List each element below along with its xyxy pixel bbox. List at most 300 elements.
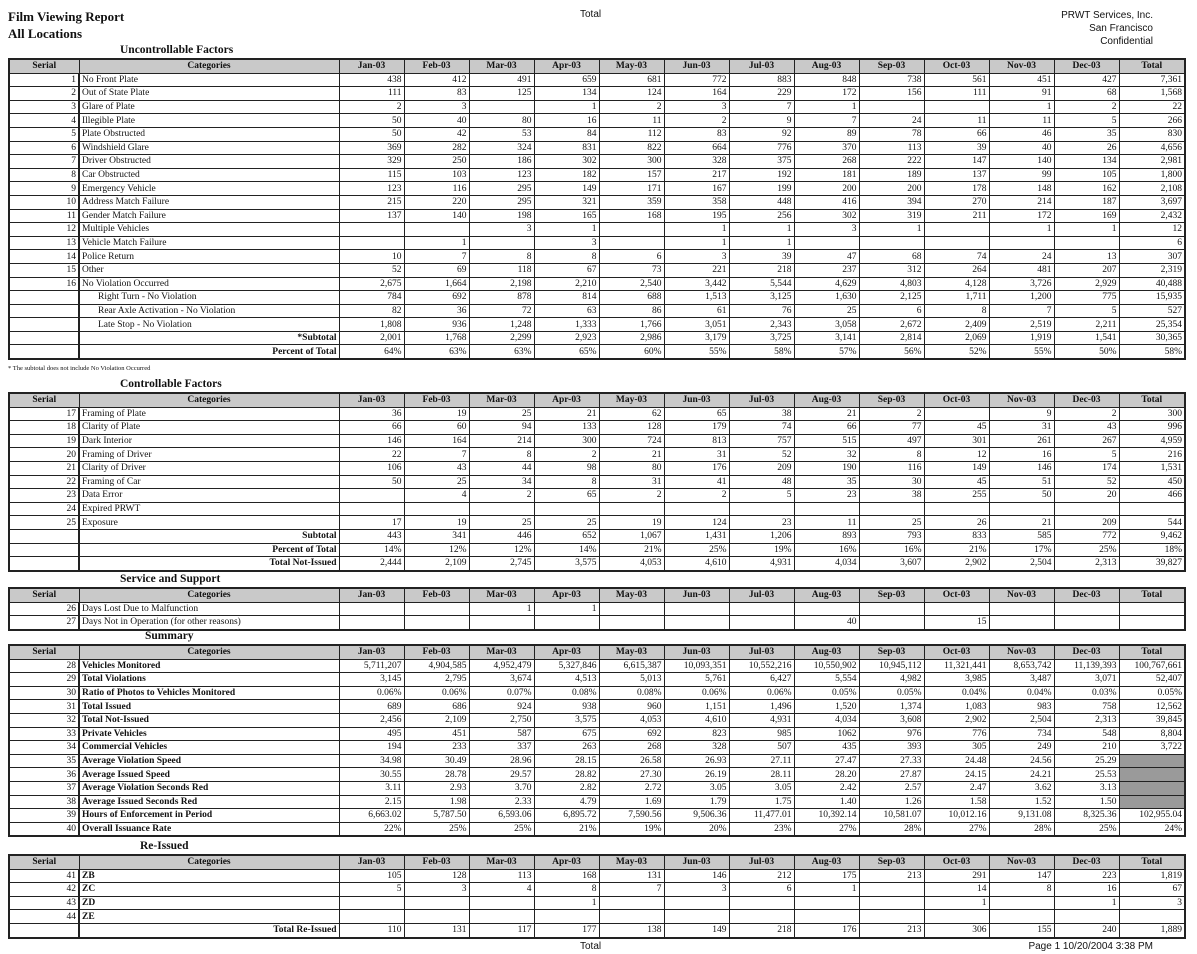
- column-header-may-03: May-03: [599, 588, 664, 602]
- value-cell: 1,919: [989, 331, 1054, 345]
- value-cell: [469, 910, 534, 924]
- value-cell: 27.87: [859, 768, 924, 782]
- value-cell: 3.13: [1054, 781, 1119, 795]
- serial-cell: [9, 345, 79, 359]
- column-header-oct-03: Oct-03: [924, 645, 989, 659]
- category-cell: Out of State Plate: [79, 87, 339, 101]
- value-cell: 775: [1054, 291, 1119, 305]
- value-cell: 50: [339, 114, 404, 128]
- value-cell: 140: [989, 155, 1054, 169]
- value-cell: 207: [1054, 263, 1119, 277]
- value-cell: [534, 502, 599, 516]
- value-cell: [339, 223, 404, 237]
- category-cell: No Violation Occurred: [79, 277, 339, 291]
- value-cell: 128: [599, 421, 664, 435]
- value-cell: 306: [924, 923, 989, 937]
- value-cell: [469, 616, 534, 630]
- value-cell: 8,653,742: [989, 659, 1054, 673]
- value-cell: 0.08%: [534, 686, 599, 700]
- column-header-total: Total: [1119, 59, 1185, 73]
- value-cell: 3: [664, 883, 729, 897]
- value-cell: 8: [469, 250, 534, 264]
- value-cell: 0.06%: [404, 686, 469, 700]
- value-cell: [599, 910, 664, 924]
- company-block: [1061, 9, 1153, 48]
- value-cell: 784: [339, 291, 404, 305]
- value-cell: 105: [1054, 168, 1119, 182]
- value-cell: 65: [664, 407, 729, 421]
- column-header-may-03: May-03: [599, 645, 664, 659]
- value-cell: 94: [469, 421, 534, 435]
- total-cell: [1119, 754, 1185, 768]
- total-cell: 2,981: [1119, 155, 1185, 169]
- column-header-oct-03: Oct-03: [924, 855, 989, 869]
- column-header-jan-03: Jan-03: [339, 393, 404, 407]
- value-cell: 7: [989, 304, 1054, 318]
- serial-cell: [9, 557, 79, 571]
- value-cell: 164: [404, 434, 469, 448]
- value-cell: [404, 502, 469, 516]
- value-cell: 134: [534, 87, 599, 101]
- category-cell: ZC: [79, 883, 339, 897]
- value-cell: 2,929: [1054, 277, 1119, 291]
- value-cell: 218: [729, 263, 794, 277]
- value-cell: 9,506.36: [664, 809, 729, 823]
- serial-cell: 16: [9, 277, 79, 291]
- column-header-serial: Serial: [9, 645, 79, 659]
- value-cell: 5,544: [729, 277, 794, 291]
- value-cell: 3,141: [794, 331, 859, 345]
- total-cell: 25,354: [1119, 318, 1185, 332]
- table-row: [9, 236, 1185, 250]
- value-cell: 72: [469, 304, 534, 318]
- serial-cell: 17: [9, 407, 79, 421]
- value-cell: 548: [1054, 727, 1119, 741]
- value-cell: 172: [794, 87, 859, 101]
- value-cell: 587: [469, 727, 534, 741]
- column-header-categories: Categories: [79, 645, 339, 659]
- value-cell: 214: [989, 195, 1054, 209]
- value-cell: 1.52: [989, 795, 1054, 809]
- value-cell: 2,504: [989, 557, 1054, 571]
- serial-cell: 18: [9, 421, 79, 435]
- value-cell: 10,392.14: [794, 809, 859, 823]
- total-cell: 102,955.04: [1119, 809, 1185, 823]
- totals-label: Percent of Total: [79, 345, 339, 359]
- serial-cell: 4: [9, 114, 79, 128]
- value-cell: 4,952,479: [469, 659, 534, 673]
- category-cell: Illegible Plate: [79, 114, 339, 128]
- category-cell: Other: [79, 263, 339, 277]
- value-cell: 31: [599, 475, 664, 489]
- value-cell: 7: [599, 883, 664, 897]
- value-cell: [859, 100, 924, 114]
- table-row: [9, 263, 1185, 277]
- value-cell: 200: [794, 182, 859, 196]
- value-cell: [989, 616, 1054, 630]
- total-cell: 2,432: [1119, 209, 1185, 223]
- value-cell: [1054, 602, 1119, 616]
- column-header-categories: Categories: [79, 588, 339, 602]
- value-cell: 270: [924, 195, 989, 209]
- category-cell: Police Return: [79, 250, 339, 264]
- serial-cell: 37: [9, 781, 79, 795]
- value-cell: 443: [339, 529, 404, 543]
- value-cell: 30: [859, 475, 924, 489]
- totals-label: Subtotal: [79, 529, 339, 543]
- value-cell: 2: [534, 448, 599, 462]
- category-cell: Total Not-Issued: [79, 713, 339, 727]
- value-cell: 26: [1054, 141, 1119, 155]
- value-cell: 561: [924, 73, 989, 87]
- value-cell: 295: [469, 182, 534, 196]
- value-cell: 25: [859, 516, 924, 530]
- value-cell: 24.21: [989, 768, 1054, 782]
- value-cell: 301: [924, 434, 989, 448]
- value-cell: 1,808: [339, 318, 404, 332]
- value-cell: [404, 616, 469, 630]
- value-cell: 10,012.16: [924, 809, 989, 823]
- value-cell: 8,325.36: [1054, 809, 1119, 823]
- value-cell: 394: [859, 195, 924, 209]
- value-cell: 341: [404, 529, 469, 543]
- value-cell: 6,663.02: [339, 809, 404, 823]
- column-header-mar-03: Mar-03: [469, 59, 534, 73]
- category-cell: Vehicles Monitored: [79, 659, 339, 673]
- header-row: [9, 393, 1185, 407]
- section-title-reissued: Re-Issued: [140, 840, 189, 852]
- column-header-jul-03: Jul-03: [729, 59, 794, 73]
- total-cell: 466: [1119, 489, 1185, 503]
- value-cell: 321: [534, 195, 599, 209]
- table-row: [9, 602, 1185, 616]
- value-cell: 515: [794, 434, 859, 448]
- value-cell: 2: [664, 489, 729, 503]
- value-cell: 738: [859, 73, 924, 87]
- value-cell: 3,058: [794, 318, 859, 332]
- value-cell: [859, 883, 924, 897]
- value-cell: 209: [729, 461, 794, 475]
- value-cell: 24: [859, 114, 924, 128]
- column-header-jul-03: Jul-03: [729, 588, 794, 602]
- column-header-categories: Categories: [79, 393, 339, 407]
- value-cell: 3,125: [729, 291, 794, 305]
- value-cell: 6: [599, 250, 664, 264]
- value-cell: 25%: [404, 822, 469, 836]
- value-cell: 27.30: [599, 768, 664, 782]
- value-cell: 1,083: [924, 700, 989, 714]
- total-cell: 18%: [1119, 543, 1185, 557]
- totals-label: Total Not-Issued: [79, 557, 339, 571]
- column-header-jul-03: Jul-03: [729, 855, 794, 869]
- value-cell: 300: [534, 434, 599, 448]
- value-cell: 3: [404, 883, 469, 897]
- value-cell: [729, 910, 794, 924]
- value-cell: 0.05%: [859, 686, 924, 700]
- value-cell: 13: [1054, 250, 1119, 264]
- value-cell: 138: [599, 923, 664, 937]
- value-cell: 66: [924, 127, 989, 141]
- column-header-jun-03: Jun-03: [664, 59, 729, 73]
- total-cell: 9,462: [1119, 529, 1185, 543]
- value-cell: 192: [729, 168, 794, 182]
- value-cell: 12%: [404, 543, 469, 557]
- value-cell: 43: [1054, 421, 1119, 435]
- category-cell: Windshield Glare: [79, 141, 339, 155]
- value-cell: 1.69: [599, 795, 664, 809]
- value-cell: 50: [339, 475, 404, 489]
- value-cell: 23%: [729, 822, 794, 836]
- category-cell: Average Violation Seconds Red: [79, 781, 339, 795]
- value-cell: 63%: [469, 345, 534, 359]
- value-cell: 1,541: [1054, 331, 1119, 345]
- column-header-nov-03: Nov-03: [989, 588, 1054, 602]
- value-cell: 25%: [469, 822, 534, 836]
- value-cell: 179: [664, 421, 729, 435]
- value-cell: 16%: [794, 543, 859, 557]
- value-cell: 2,540: [599, 277, 664, 291]
- value-cell: 39: [924, 141, 989, 155]
- column-header-jul-03: Jul-03: [729, 645, 794, 659]
- section-title-summary: Summary: [145, 630, 194, 642]
- value-cell: 2,745: [469, 557, 534, 571]
- table-row: [9, 155, 1185, 169]
- value-cell: 1.26: [859, 795, 924, 809]
- serial-cell: 36: [9, 768, 79, 782]
- value-cell: 1.98: [404, 795, 469, 809]
- value-cell: 2.72: [599, 781, 664, 795]
- value-cell: 30.55: [339, 768, 404, 782]
- category-cell: Private Vehicles: [79, 727, 339, 741]
- value-cell: 4,610: [664, 713, 729, 727]
- value-cell: 176: [794, 923, 859, 937]
- value-cell: 16: [534, 114, 599, 128]
- value-cell: 757: [729, 434, 794, 448]
- value-cell: [599, 616, 664, 630]
- totals-label: Percent of Total: [79, 543, 339, 557]
- value-cell: 681: [599, 73, 664, 87]
- table-row: [9, 87, 1185, 101]
- value-cell: 67: [534, 263, 599, 277]
- category-cell: Average Issued Speed: [79, 768, 339, 782]
- serial-cell: 12: [9, 223, 79, 237]
- value-cell: [1054, 616, 1119, 630]
- value-cell: 64%: [339, 345, 404, 359]
- value-cell: 250: [404, 155, 469, 169]
- totals-row: [9, 557, 1185, 571]
- value-cell: 28.11: [729, 768, 794, 782]
- value-cell: 3: [664, 100, 729, 114]
- serial-cell: 2: [9, 87, 79, 101]
- value-cell: 2,001: [339, 331, 404, 345]
- value-cell: 319: [859, 209, 924, 223]
- service-support-table: [8, 587, 1186, 631]
- value-cell: [859, 502, 924, 516]
- value-cell: 427: [1054, 73, 1119, 87]
- value-cell: 2.82: [534, 781, 599, 795]
- category-cell: Average Issued Seconds Red: [79, 795, 339, 809]
- value-cell: 175: [794, 869, 859, 883]
- value-cell: 116: [859, 461, 924, 475]
- category-cell: Car Obstructed: [79, 168, 339, 182]
- value-cell: 823: [664, 727, 729, 741]
- value-cell: 7: [729, 100, 794, 114]
- totals-row: [9, 529, 1185, 543]
- value-cell: 393: [859, 741, 924, 755]
- value-cell: 30.49: [404, 754, 469, 768]
- table-row: [9, 223, 1185, 237]
- value-cell: 10,093,351: [664, 659, 729, 673]
- serial-cell: 15: [9, 263, 79, 277]
- table-row: [9, 318, 1185, 332]
- value-cell: 936: [404, 318, 469, 332]
- value-cell: 6,615,387: [599, 659, 664, 673]
- value-cell: 29.57: [469, 768, 534, 782]
- value-cell: 1,248: [469, 318, 534, 332]
- value-cell: 44: [469, 461, 534, 475]
- value-cell: [339, 489, 404, 503]
- serial-cell: [9, 923, 79, 937]
- value-cell: 45: [924, 421, 989, 435]
- serial-cell: [9, 543, 79, 557]
- column-header-dec-03: Dec-03: [1054, 393, 1119, 407]
- value-cell: 21: [794, 407, 859, 421]
- value-cell: 0.03%: [1054, 686, 1119, 700]
- value-cell: 76: [729, 304, 794, 318]
- value-cell: [599, 896, 664, 910]
- column-header-categories: Categories: [79, 59, 339, 73]
- value-cell: [924, 223, 989, 237]
- value-cell: [404, 602, 469, 616]
- value-cell: 4,629: [794, 277, 859, 291]
- value-cell: 36: [404, 304, 469, 318]
- value-cell: 328: [664, 741, 729, 755]
- value-cell: 6: [729, 883, 794, 897]
- serial-cell: 20: [9, 448, 79, 462]
- serial-cell: 26: [9, 602, 79, 616]
- value-cell: 249: [989, 741, 1054, 755]
- value-cell: [534, 910, 599, 924]
- report-title: Film Viewing Report: [8, 9, 125, 24]
- value-cell: 21%: [924, 543, 989, 557]
- value-cell: 2,902: [924, 557, 989, 571]
- value-cell: 77: [859, 421, 924, 435]
- value-cell: 111: [339, 87, 404, 101]
- serial-cell: 13: [9, 236, 79, 250]
- total-cell: 1,819: [1119, 869, 1185, 883]
- value-cell: 133: [534, 421, 599, 435]
- value-cell: 24.48: [924, 754, 989, 768]
- value-cell: 213: [859, 923, 924, 937]
- totals-row: [9, 331, 1185, 345]
- category-cell: Days Not in Operation (for other reasons): [79, 616, 339, 630]
- total-cell: 1,800: [1119, 168, 1185, 182]
- value-cell: 41: [664, 475, 729, 489]
- column-header-jun-03: Jun-03: [664, 645, 729, 659]
- totals-label: Total Re-Issued: [79, 923, 339, 937]
- value-cell: [989, 502, 1054, 516]
- column-header-aug-03: Aug-03: [794, 645, 859, 659]
- total-cell: 3,697: [1119, 195, 1185, 209]
- value-cell: 2,299: [469, 331, 534, 345]
- category-cell: Multiple Vehicles: [79, 223, 339, 237]
- value-cell: 451: [989, 73, 1054, 87]
- table-row: [9, 489, 1185, 503]
- value-cell: 734: [989, 727, 1054, 741]
- column-header-dec-03: Dec-03: [1054, 645, 1119, 659]
- value-cell: 448: [729, 195, 794, 209]
- value-cell: 3.05: [664, 781, 729, 795]
- category-cell: Total Issued: [79, 700, 339, 714]
- serial-cell: 8: [9, 168, 79, 182]
- value-cell: 4,034: [794, 557, 859, 571]
- value-cell: 2: [1054, 407, 1119, 421]
- table-row: [9, 516, 1185, 530]
- value-cell: 50: [339, 127, 404, 141]
- value-cell: [599, 236, 664, 250]
- value-cell: 2,504: [989, 713, 1054, 727]
- value-cell: 507: [729, 741, 794, 755]
- value-cell: 652: [534, 529, 599, 543]
- value-cell: 157: [599, 168, 664, 182]
- value-cell: 300: [599, 155, 664, 169]
- total-cell: 4,959: [1119, 434, 1185, 448]
- value-cell: 2: [664, 114, 729, 128]
- value-cell: 212: [729, 869, 794, 883]
- value-cell: 1: [664, 223, 729, 237]
- value-cell: 177: [534, 923, 599, 937]
- value-cell: 56%: [859, 345, 924, 359]
- value-cell: 172: [989, 209, 1054, 223]
- value-cell: 758: [1054, 700, 1119, 714]
- value-cell: [859, 910, 924, 924]
- serial-cell: 42: [9, 883, 79, 897]
- table-row: [9, 448, 1185, 462]
- column-header-apr-03: Apr-03: [534, 588, 599, 602]
- value-cell: [1054, 910, 1119, 924]
- total-cell: 216: [1119, 448, 1185, 462]
- value-cell: 2,986: [599, 331, 664, 345]
- value-cell: 80: [469, 114, 534, 128]
- value-cell: 80: [599, 461, 664, 475]
- value-cell: 27%: [794, 822, 859, 836]
- column-header-nov-03: Nov-03: [989, 645, 1054, 659]
- value-cell: 2,210: [534, 277, 599, 291]
- value-cell: 137: [924, 168, 989, 182]
- category-cell: Emergency Vehicle: [79, 182, 339, 196]
- value-cell: [859, 236, 924, 250]
- table-row: [9, 114, 1185, 128]
- category-cell: Late Stop - No Violation: [79, 318, 339, 332]
- value-cell: 3,071: [1054, 673, 1119, 687]
- value-cell: 210: [1054, 741, 1119, 755]
- category-cell: Gender Match Failure: [79, 209, 339, 223]
- column-header-apr-03: Apr-03: [534, 59, 599, 73]
- value-cell: 42: [404, 127, 469, 141]
- value-cell: 2,343: [729, 318, 794, 332]
- category-cell: Framing of Plate: [79, 407, 339, 421]
- value-cell: 147: [924, 155, 989, 169]
- value-cell: 27%: [924, 822, 989, 836]
- value-cell: 1,200: [989, 291, 1054, 305]
- value-cell: [794, 502, 859, 516]
- value-cell: 117: [469, 923, 534, 937]
- section-title-controllable: Controllable Factors: [120, 378, 222, 390]
- value-cell: 4,034: [794, 713, 859, 727]
- value-cell: 2.47: [924, 781, 989, 795]
- value-cell: [859, 896, 924, 910]
- value-cell: 162: [1054, 182, 1119, 196]
